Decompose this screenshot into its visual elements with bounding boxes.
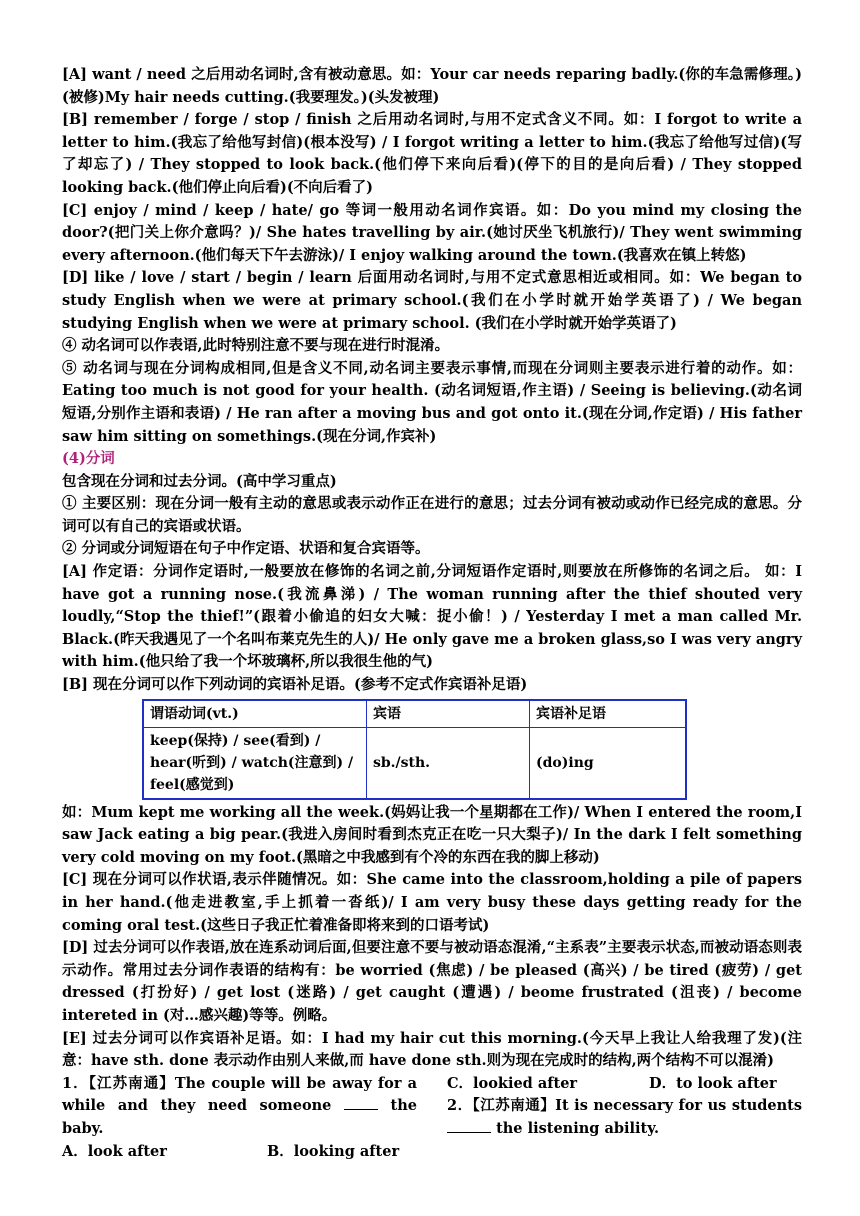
option-d: D．to look after (649, 1074, 777, 1092)
option-b: B．looking after (267, 1142, 400, 1160)
question-2-stem: 2．【江苏南通】It is necessary for us students (447, 1097, 802, 1115)
section4-para-b: [B] 现在分词可以作下列动词的宾语补足语。(参考不定式作宾语补足语) (62, 676, 528, 694)
section4-point-2: ② 分词或分词短语在句子中作定语、状语和复合宾语等。 (62, 540, 430, 558)
section4-intro: 包含现在分词和过去分词。(高中学习重点) (62, 472, 337, 490)
section4-para-a: [A] 作定语：分词作定语时,一般要放在修饰的名词之前,分词短语作定语时,则要放在所修饰的名词之后。 如：I have got a running nose.(我流鼻涕) / The woman running after the thief shouted very loudly,“Stop the thief!”(跟着小偷追的妇女大喊：捉小偷！) / Yesterday I met a man called Mr. Black.(昨天我遇见了一个名叫布莱克先生的人)/ He only gave me a broken glass,so I was very angry with him.(他只给了我一个坏玻璃杯,所以我很生他的气) (62, 563, 802, 671)
answer-blank (447, 1118, 491, 1133)
table-header: 宾语补足语 (530, 700, 687, 728)
option-a: A．look after (62, 1142, 167, 1160)
section4-para-d: [D] 过去分词可以作表语,放在连系动词后面,但要注意不要与被动语态混淆,“主系表”主要表示状态,而被动语态则表示动作。常用过去分词作表语的结构有：be worried (焦虑) / be pleased (高兴) / be tired (疲劳) / get dressed (打扮好) / get lost (迷路) / get caught (遭遇) / beome frustrated (沮丧) / become intereted in (对…感兴趣)等等。例略。 (62, 939, 802, 1024)
paragraph-a: [A] want / need 之后用动名词时,含有被动意思。如：Your car needs reparing badly.(你的车急需修理。)(被修)My hair needs cutting.(我要理发。)(头发被理) (62, 66, 802, 106)
paragraph-c: [C] enjoy / mind / keep / hate/ go 等词一般用动名词作宾语。如：Do you mind my closing the door?(把门关上你介意吗？)/ She hates travelling by air.(她讨厌坐飞机旅行)/ They went swimming every afternoon.(他们每天下午去游泳)/ I enjoy walking around the town.(我喜欢在镇上转悠) (62, 201, 802, 264)
document-page (62, 64, 802, 1163)
table-examples: 如：Mum kept me working all the week.(妈妈让我一个星期都在工作)/ When I entered the room,I saw Jack eating a big pear.(我进入房间时看到杰克正在吃一只大梨子)/ In the dark I felt something very cold moving on my foot.(黑暗之中我感到有个冷的东西在我的脚上移动) (62, 803, 802, 866)
paragraph-d: [D] like / love / start / begin / learn 后面用动名词时,与用不定式意思相近或相同。如：We began to study English when we were at primary school.(我们在小学时就开始学英语了) / We began studying English when we were at primary school. (我们在小学时就开始学英语了) (62, 269, 802, 332)
section4-para-c: [C] 现在分词可以作状语,表示伴随情况。如：She came into the classroom,holding a pile of papers in her hand.(他走进教室,手上抓着一沓纸)/ I am very busy these days getting ready for the coming oral test.(这些日子我正忙着准备即将来到的口语考试) (62, 871, 802, 934)
section4-point-1: ① 主要区别：现在分词一般有主动的意思或表示动作正在进行的意思；过去分词有被动或动作已经完成的意思。分词可以有自己的宾语或状语。 (62, 495, 802, 535)
paragraph-b: [B] remember / forge / stop / finish 之后用动名词时,与用不定式含义不同。如：I forgot to write a letter to him.(我忘了给他写封信)(根本没写) / I forgot writing a letter to him.(我忘了给他写过信)(写了却忘了) / They stopped to look back.(他们停下来向后看)(停下的目的是向后看) / They stopped looking back.(他们停止向后看)(不向后看了) (62, 111, 802, 196)
table-cell: sb./sth. (367, 727, 530, 799)
point-5: ⑤ 动名词与现在分词构成相同,但是含义不同,动名词主要表示事情,而现在分词则主要表示进行着的动作。如：Eating too much is not good for your health. (动名词短语,作主语) / Seeing is believing.(动名词短语,分别作主语和表语) / He ran after a moving bus and got onto it.(现在分词,作定语) / His father saw him sitting on somethings.(现在分词,作宾补) (62, 359, 802, 445)
option-c: C．lookied after (447, 1074, 578, 1092)
table-cell: keep(保持) / see(看到) / hear(听到) / watch(注意到) / feel(感觉到) (143, 727, 367, 799)
table-header: 宾语 (367, 700, 530, 728)
question-1-options-ab (62, 1141, 417, 1164)
question-1-stem-end: the baby. (62, 1097, 417, 1137)
exercise-left-column (62, 1073, 417, 1163)
point-4: ④ 动名词可以作表语,此时特别注意不要与现在进行时混淆。 (62, 337, 450, 355)
question-1-stem: 1．【江苏南通】The couple will be away for a while and they need someone (62, 1074, 417, 1115)
complement-table (142, 699, 687, 800)
exercise-right-column (447, 1073, 802, 1163)
table-header-row (143, 700, 686, 728)
question-2 (447, 1095, 802, 1140)
table-header: 谓语动词(vt.) (143, 700, 367, 728)
section4-para-e: [E] 过去分词可以作宾语补足语。如：I had my hair cut this morning.(今天早上我让人给我理了发)(注意：have sth. done 表示动作由别人来做,而 have done sth.则为现在完成时的结构,两个结构不可以混淆) (62, 1029, 802, 1070)
question-1 (62, 1073, 417, 1141)
question-2-stem-end: the listening ability. (496, 1119, 660, 1137)
question-1-options-cd (447, 1073, 802, 1096)
exercise-section (62, 1073, 802, 1163)
table-row (143, 727, 686, 799)
section-heading-participle: (4)分词 (62, 450, 115, 468)
answer-blank (344, 1095, 378, 1110)
table-cell: (do)ing (530, 727, 687, 799)
